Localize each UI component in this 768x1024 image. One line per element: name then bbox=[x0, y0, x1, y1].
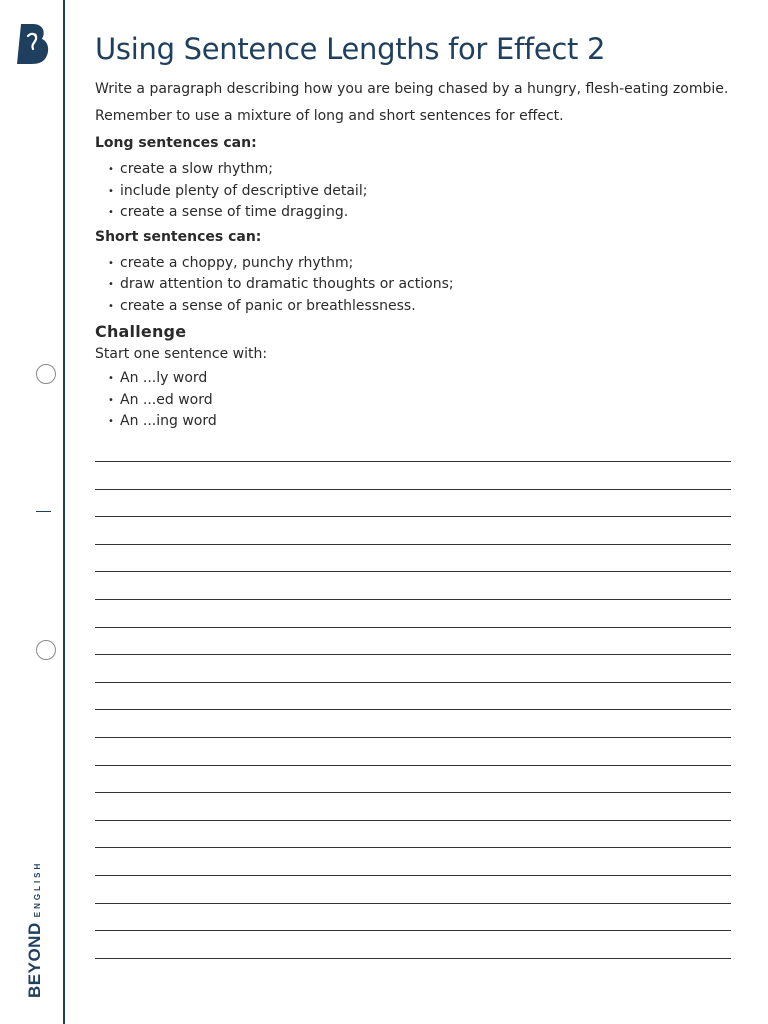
brand-wordmark bbox=[25, 861, 45, 998]
list-item: • draw attention to dramatic thoughts or actions; bbox=[108, 274, 735, 296]
short-sentences-heading: Short sentences can: bbox=[95, 228, 262, 245]
punch-hole-top bbox=[36, 364, 56, 384]
list-item: • An ...ing word bbox=[108, 411, 735, 433]
list-item: • An ...ed word bbox=[108, 390, 735, 412]
writing-line[interactable] bbox=[95, 599, 731, 600]
writing-line[interactable] bbox=[95, 737, 731, 738]
writing-line[interactable] bbox=[95, 709, 731, 710]
punch-hole-bottom bbox=[36, 640, 56, 660]
beyond-logo-icon bbox=[15, 22, 51, 66]
writing-lines[interactable] bbox=[95, 461, 731, 985]
list-item: • create a slow rhythm; bbox=[108, 159, 735, 181]
challenge-heading: Challenge bbox=[95, 322, 187, 341]
list-item: • create a sense of panic or breathlessness. bbox=[108, 296, 735, 318]
fold-mark bbox=[36, 511, 51, 512]
short-sentences-list bbox=[95, 253, 735, 318]
margin-line bbox=[63, 0, 65, 1024]
writing-line[interactable] bbox=[95, 792, 731, 793]
writing-line[interactable] bbox=[95, 682, 731, 683]
writing-line[interactable] bbox=[95, 489, 731, 490]
challenge-intro: Start one sentence with: bbox=[95, 346, 268, 362]
instruction-text-2: Remember to use a mixture of long and short sentences for effect. bbox=[95, 108, 564, 124]
writing-line[interactable] bbox=[95, 516, 731, 517]
long-sentences-list bbox=[95, 159, 735, 224]
writing-line[interactable] bbox=[95, 627, 731, 628]
writing-line[interactable] bbox=[95, 958, 731, 959]
writing-line[interactable] bbox=[95, 930, 731, 931]
list-item: • include plenty of descriptive detail; bbox=[108, 181, 735, 203]
challenge-list bbox=[95, 368, 735, 433]
writing-line[interactable] bbox=[95, 765, 731, 766]
writing-line[interactable] bbox=[95, 544, 731, 545]
worksheet-content bbox=[95, 32, 735, 437]
writing-line[interactable] bbox=[95, 875, 731, 876]
writing-line[interactable] bbox=[95, 571, 731, 572]
long-sentences-heading: Long sentences can: bbox=[95, 135, 257, 151]
list-item: • An ...ly word bbox=[108, 368, 735, 390]
writing-line[interactable] bbox=[95, 654, 731, 655]
page-title: Using Sentence Lengths for Effect 2 bbox=[95, 32, 606, 66]
writing-line[interactable] bbox=[95, 847, 731, 848]
writing-line[interactable] bbox=[95, 820, 731, 821]
writing-line[interactable] bbox=[95, 903, 731, 904]
instruction-text-1: Write a paragraph describing how you are being chased by a hungry, flesh-eating zombie. bbox=[95, 81, 729, 97]
brand-word-sub: ENGLISH bbox=[33, 860, 42, 918]
brand-word-main: BEYOND bbox=[25, 922, 44, 998]
list-item: • create a sense of time dragging. bbox=[108, 202, 735, 224]
writing-line[interactable] bbox=[95, 461, 731, 462]
list-item: • create a choppy, punchy rhythm; bbox=[108, 253, 735, 275]
